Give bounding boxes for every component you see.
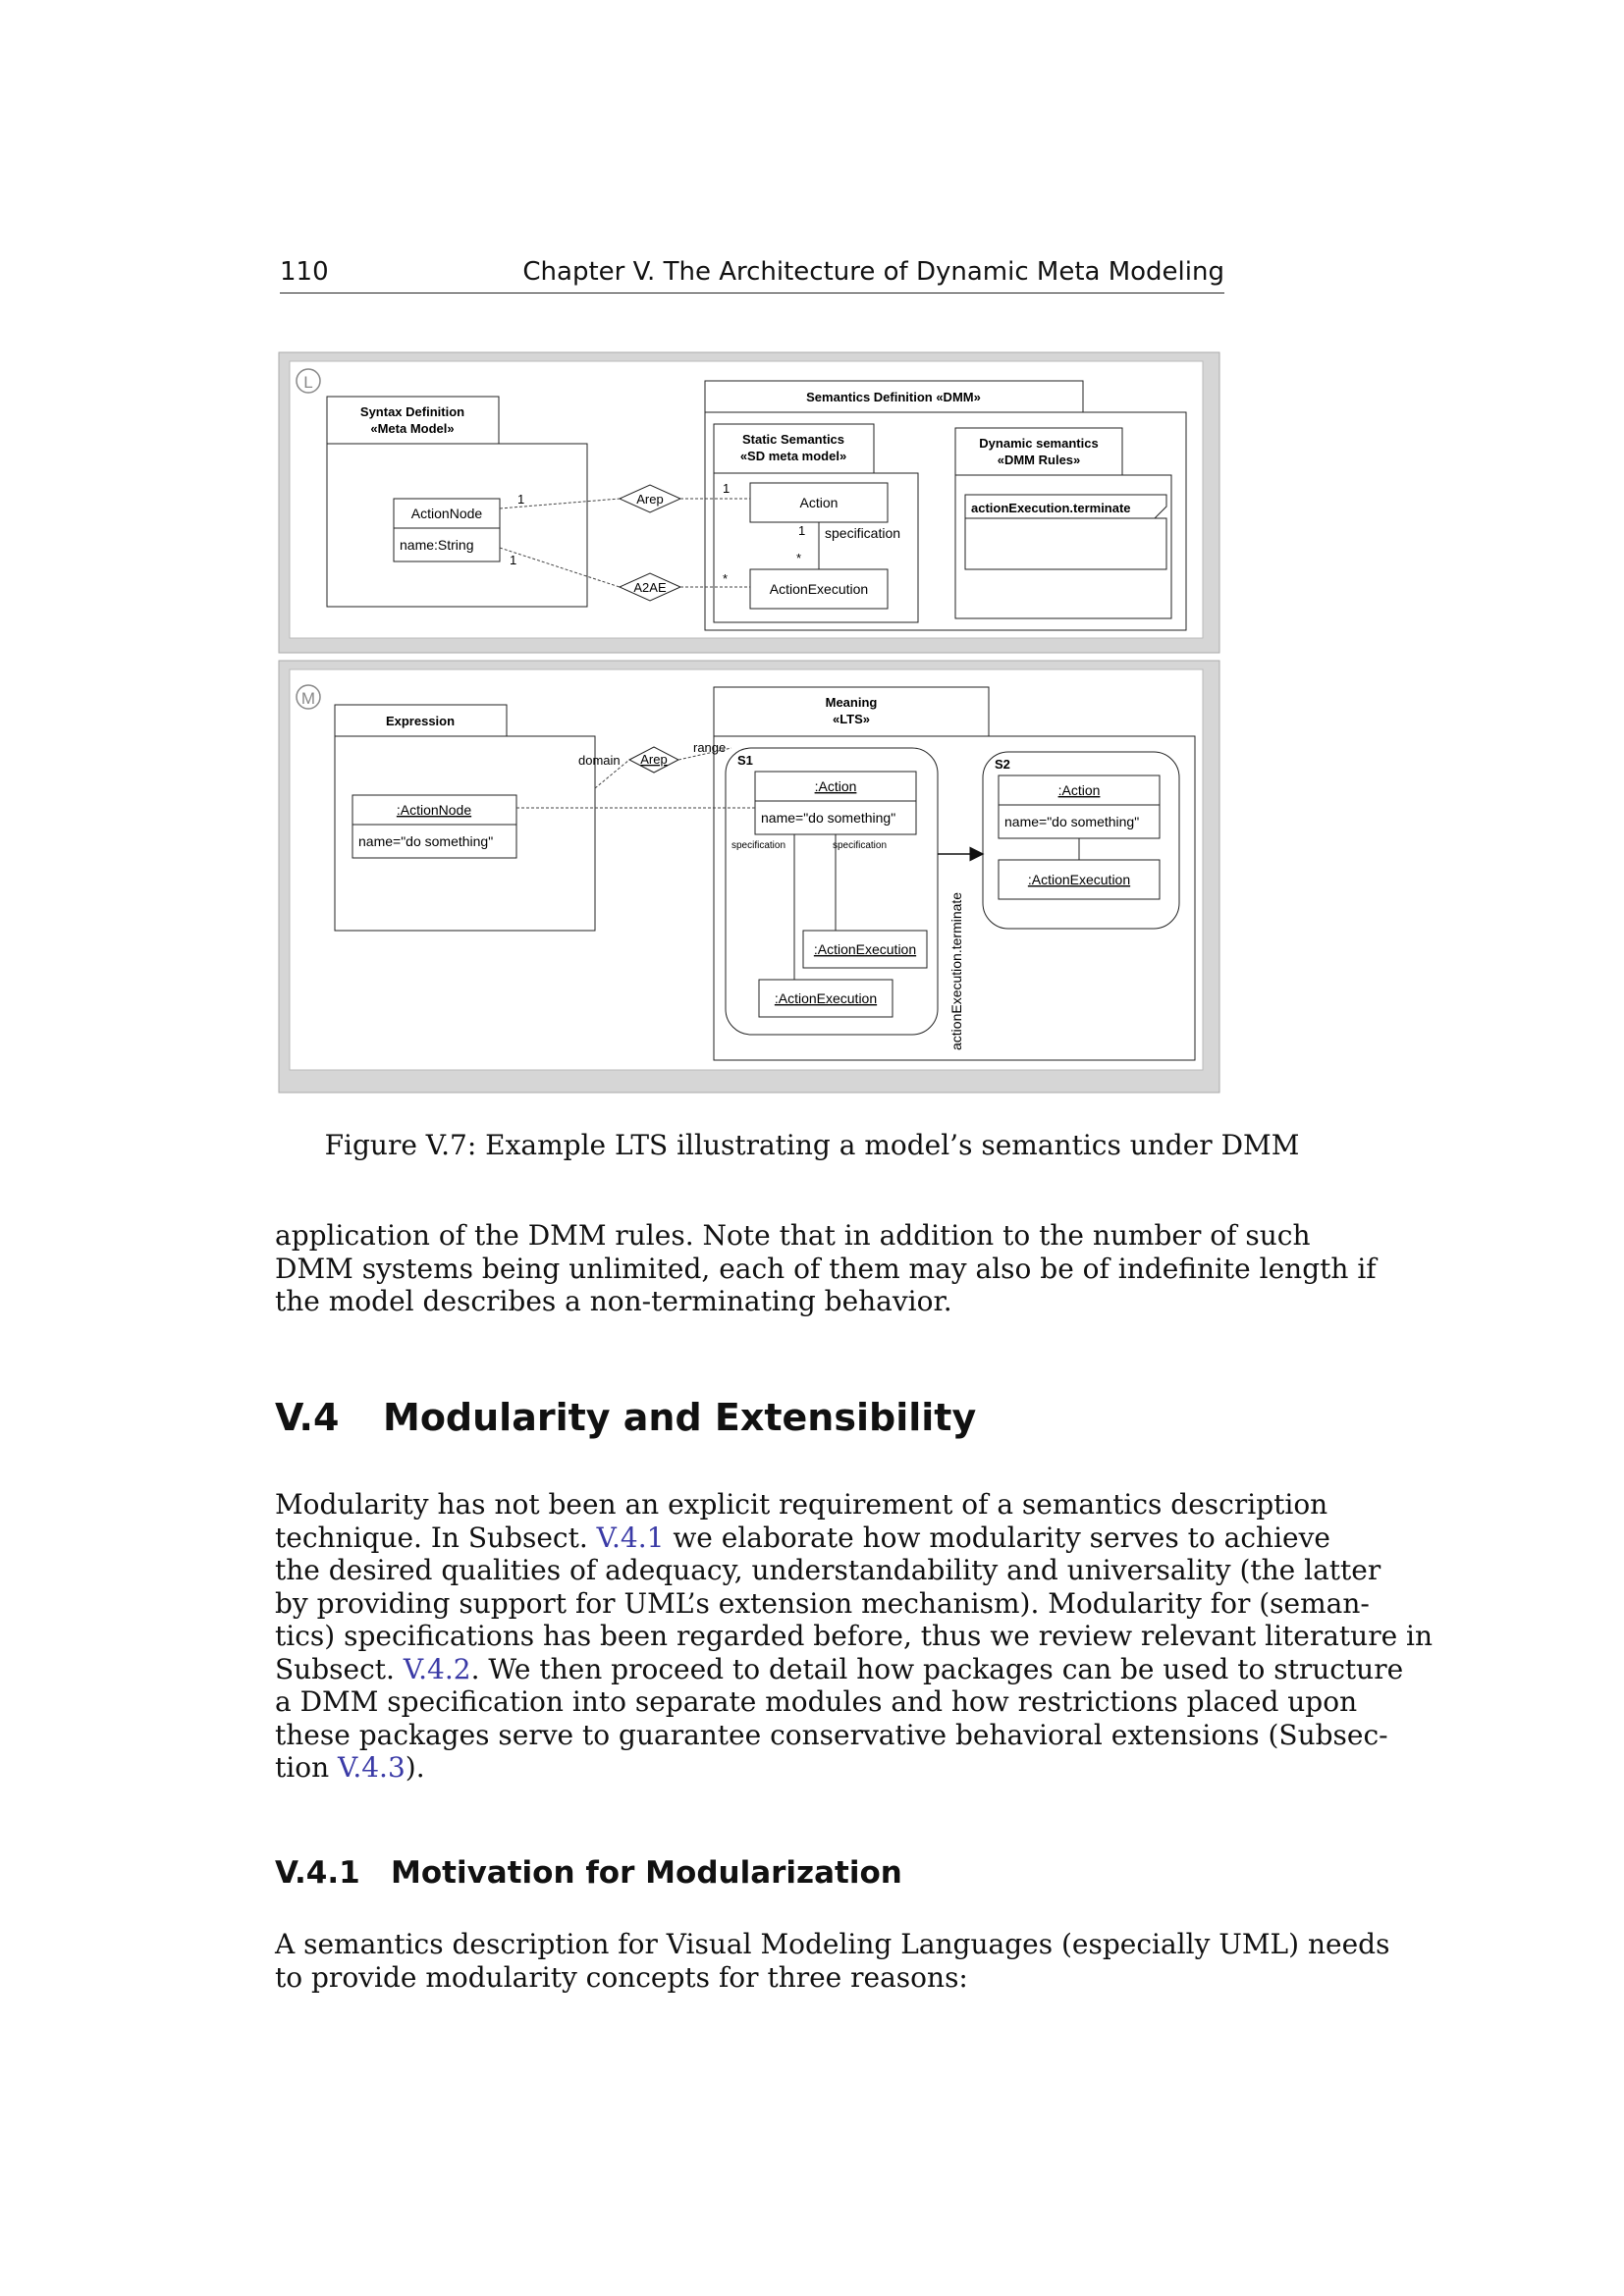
state-s1-label: S1 bbox=[737, 753, 753, 768]
subsection-heading bbox=[275, 1855, 902, 1891]
spec-role-label: specification bbox=[825, 525, 901, 541]
static-pkg-line1: Static Semantics bbox=[741, 432, 845, 447]
action-node-class-attr: name:String bbox=[400, 537, 474, 553]
s2-inst-action-execution-name: :ActionExecution bbox=[1027, 872, 1131, 887]
page-number: 110 bbox=[280, 257, 329, 287]
dynamic-pkg-line2: «DMM Rules» bbox=[997, 453, 1081, 467]
paragraph-2-line: these packages serve to guarantee conservative behavioral extensions (Subsec- bbox=[275, 1718, 1388, 1751]
layer-l-label: L bbox=[303, 373, 313, 392]
spec-mult-one: 1 bbox=[798, 523, 806, 538]
paragraph-1 bbox=[275, 1219, 1377, 1318]
layer-m-label: M bbox=[300, 689, 316, 708]
dynamic-pkg-line1: Dynamic semantics bbox=[979, 436, 1099, 451]
paragraph-2 bbox=[275, 1488, 1434, 1785]
paragraph-2-line: the desired qualities of adequacy, understandability and universality (the latter bbox=[275, 1554, 1381, 1586]
semantics-pkg-title: Semantics Definition «DMM» bbox=[806, 390, 981, 404]
a2ae-mult-left: 1 bbox=[510, 553, 517, 567]
arep-label-top: Arep bbox=[636, 492, 664, 507]
spec-mult-many: * bbox=[796, 551, 802, 565]
static-pkg-line2: «SD meta model» bbox=[739, 449, 847, 463]
paragraph-1-line: the model describes a non-terminating behavior. bbox=[275, 1285, 952, 1317]
action-execution-class-name: ActionExecution bbox=[769, 581, 869, 597]
rule-box-body bbox=[965, 518, 1166, 569]
section-number: V.4 bbox=[275, 1396, 340, 1439]
paragraph-2-line: by providing support for UML’s extension mechanism). Modularity for (seman- bbox=[275, 1586, 1370, 1620]
a2ae-label: A2AE bbox=[633, 580, 667, 595]
action-node-class-name: ActionNode bbox=[410, 506, 483, 521]
section-heading bbox=[275, 1396, 976, 1439]
section-title: Modularity and Extensibility bbox=[383, 1396, 977, 1439]
syntax-pkg-line2: «Meta Model» bbox=[370, 421, 455, 436]
paragraph-2-line: technique. In Subsect. V.4.1 we elaborate how modularity serves to achieve bbox=[275, 1521, 1330, 1554]
arep-mult-right: 1 bbox=[723, 481, 731, 496]
paragraph-2-line: Modularity has not been an explicit requirement of a semantics description bbox=[275, 1488, 1328, 1521]
state-s2-label: S2 bbox=[995, 757, 1010, 772]
syntax-pkg-line1: Syntax Definition bbox=[359, 404, 465, 419]
figure-v7 bbox=[278, 351, 1220, 1101]
action-class-name: Action bbox=[799, 495, 839, 510]
xref-v42[interactable]: V.4.2 bbox=[403, 1652, 471, 1685]
s1-inst-action-name: :Action bbox=[814, 778, 857, 794]
paragraph-1-line: application of the DMM rules. Note that in addition to the number of such bbox=[275, 1219, 1311, 1252]
meaning-pkg-line2: «LTS» bbox=[832, 712, 871, 726]
s1-inst-action-execution-a-name: :ActionExecution bbox=[813, 941, 917, 957]
arep-mult-left: 1 bbox=[517, 492, 525, 507]
xref-v43[interactable]: V.4.3 bbox=[338, 1751, 406, 1784]
s1-inst-action-execution-b-name: :ActionExecution bbox=[774, 990, 878, 1006]
a2ae-mult-right: * bbox=[723, 571, 729, 586]
domain-label: domain bbox=[578, 753, 621, 768]
subsection-title: Motivation for Modularization bbox=[391, 1855, 902, 1891]
xref-v41[interactable]: V.4.1 bbox=[596, 1521, 665, 1554]
s1-spec-left: specification bbox=[731, 840, 786, 851]
rule-name: actionExecution.terminate bbox=[971, 501, 1131, 515]
arep-label-bottom: Arep bbox=[640, 752, 668, 767]
transition-label: actionExecution.terminate bbox=[948, 891, 964, 1050]
paragraph-1-line: DMM systems being unlimited, each of them may also be of indefinite length if bbox=[275, 1252, 1377, 1285]
inst-action-node-attr: name="do something" bbox=[358, 833, 494, 849]
paragraph-3-line: A semantics description for Visual Modeling Languages (especially UML) needs bbox=[275, 1928, 1390, 1960]
inst-action-node-name: :ActionNode bbox=[396, 802, 472, 818]
paragraph-3 bbox=[275, 1928, 1390, 1994]
running-header bbox=[280, 257, 1224, 294]
range-label: range bbox=[693, 740, 727, 755]
s1-spec-right: specification bbox=[833, 840, 888, 851]
paragraph-2-line: tics) specifications has been regarded before, thus we review relevant literature in bbox=[275, 1620, 1434, 1652]
subsection-number: V.4.1 bbox=[275, 1855, 360, 1891]
paragraph-2-line: tion V.4.3). bbox=[275, 1751, 425, 1784]
s2-inst-action-attr: name="do something" bbox=[1004, 814, 1140, 829]
meaning-pkg-line1: Meaning bbox=[825, 695, 878, 710]
chapter-title: Chapter V. The Architecture of Dynamic Meta Modeling bbox=[522, 257, 1224, 287]
dmm-diagram bbox=[278, 351, 1220, 1097]
s2-inst-action-name: :Action bbox=[1057, 782, 1101, 798]
figure-caption: Figure V.7: Example LTS illustrating a model’s semantics under DMM bbox=[324, 1129, 1300, 1161]
s1-inst-action-attr: name="do something" bbox=[761, 810, 896, 826]
paragraph-2-line: Subsect. V.4.2. We then proceed to detail how packages can be used to structure bbox=[275, 1652, 1404, 1685]
paragraph-2-line: a DMM specification into separate modules and how restrictions placed upon bbox=[275, 1685, 1358, 1718]
expression-pkg-title: Expression bbox=[385, 714, 456, 728]
paragraph-3-line: to provide modularity concepts for three reasons: bbox=[275, 1960, 968, 1994]
